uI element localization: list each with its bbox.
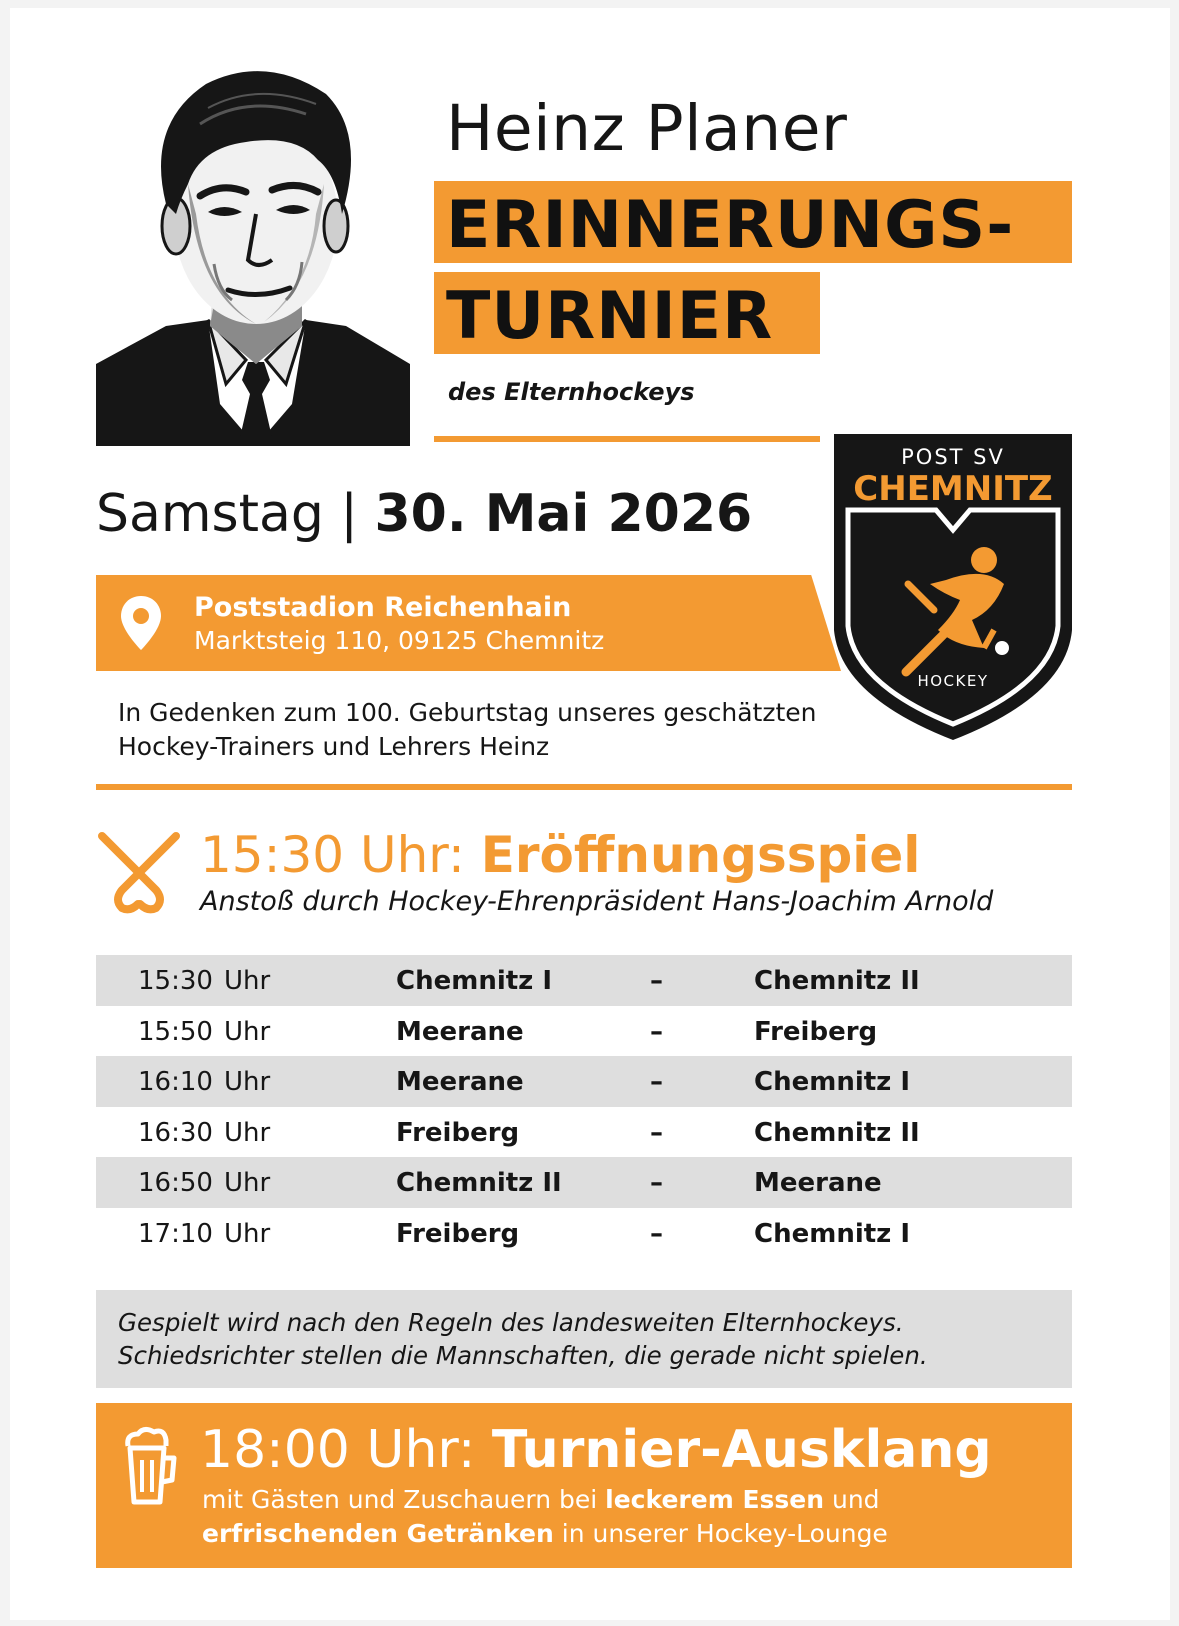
title-line-2: TURNIER — [446, 279, 774, 354]
logo-text-chemnitz: CHEMNITZ — [853, 469, 1053, 509]
match-time: 16:30 — [138, 1117, 213, 1148]
schedule-row — [96, 1107, 1072, 1158]
closing-text-part: mit Gästen und Zuschauern bei — [202, 1485, 606, 1514]
home-team: Chemnitz II — [396, 1168, 562, 1198]
home-team: Meerane — [396, 1016, 524, 1047]
location-bar — [96, 575, 841, 671]
closing-text-highlight: erfrischenden Getränken — [202, 1519, 554, 1548]
opening-subtitle: Anstoß durch Hockey-Ehrenpräsident Hans-Joachim Arnold — [200, 886, 994, 917]
event-weekday: Samstag | — [96, 484, 358, 544]
closing-heading — [200, 1420, 992, 1480]
match-unit: Uhr — [224, 1218, 271, 1249]
schedule-row — [96, 1208, 1072, 1259]
divider-short — [434, 436, 820, 442]
title-line-1: ERINNERUNGS- — [446, 188, 1015, 263]
logo-text-hockey: HOCKEY — [917, 672, 989, 690]
match-unit: Uhr — [224, 1168, 271, 1198]
closing-text-part: in unserer Hockey-Lounge — [553, 1519, 888, 1548]
location-address: Marktsteig 110, 09125 Chemnitz — [194, 626, 605, 655]
club-logo — [834, 434, 1072, 740]
schedule-table — [96, 955, 1072, 1258]
away-team: Meerane — [754, 1168, 882, 1198]
match-unit: Uhr — [224, 1016, 271, 1047]
crossed-hockey-sticks-icon — [96, 832, 182, 916]
match-time: 16:50 — [138, 1168, 213, 1198]
match-separator: – — [650, 966, 663, 996]
away-team: Freiberg — [754, 1016, 878, 1047]
match-time: 16:10 — [138, 1067, 213, 1097]
rules-text — [118, 1306, 928, 1372]
home-team: Freiberg — [396, 1218, 520, 1249]
match-separator: – — [650, 1067, 663, 1097]
schedule-row — [96, 1157, 1072, 1208]
match-separator: – — [650, 1016, 663, 1047]
honoree-name: Heinz Planer — [446, 92, 848, 165]
rules-line-1: Gespielt wird nach den Regeln des landesweiten Elternhockeys. — [118, 1308, 904, 1337]
beer-mug-icon — [120, 1426, 180, 1508]
home-team: Chemnitz I — [396, 966, 553, 996]
closing-text-highlight: leckerem Essen — [605, 1485, 825, 1514]
map-pin-icon — [118, 594, 164, 652]
closing-time: 18:00 Uhr: — [200, 1420, 476, 1480]
portrait-illustration — [96, 64, 410, 446]
opening-time: 15:30 Uhr: — [200, 826, 465, 884]
match-separator: – — [650, 1168, 663, 1198]
title-subtitle: des Elternhockeys — [448, 378, 695, 406]
away-team: Chemnitz I — [754, 1067, 911, 1097]
rules-line-2: Schiedsrichter stellen die Mannschaften, die gerade nicht spielen. — [118, 1341, 928, 1370]
match-unit: Uhr — [224, 1117, 271, 1148]
schedule-row — [96, 955, 1072, 1006]
closing-text-part: und — [824, 1485, 880, 1514]
match-separator: – — [650, 1218, 663, 1249]
away-team: Chemnitz II — [754, 966, 920, 996]
event-date-value: 30. Mai 2026 — [374, 484, 753, 544]
location-name: Poststadion Reichenhain — [194, 592, 572, 623]
home-team: Meerane — [396, 1067, 524, 1097]
home-team: Freiberg — [396, 1117, 520, 1148]
schedule-row — [96, 1056, 1072, 1107]
event-date — [96, 484, 752, 544]
match-separator: – — [650, 1117, 663, 1148]
match-time: 15:50 — [138, 1016, 213, 1047]
match-unit: Uhr — [224, 1067, 271, 1097]
match-unit: Uhr — [224, 966, 271, 996]
closing-title: Turnier-Ausklang — [491, 1420, 992, 1480]
away-team: Chemnitz II — [754, 1117, 920, 1148]
match-time: 15:30 — [138, 966, 213, 996]
closing-text — [202, 1483, 888, 1551]
match-time: 17:10 — [138, 1218, 213, 1249]
opening-heading — [200, 826, 920, 884]
divider-full — [96, 784, 1072, 790]
away-team: Chemnitz I — [754, 1218, 911, 1249]
opening-title: Eröffnungsspiel — [480, 826, 921, 884]
dedication-text: In Gedenken zum 100. Geburtstag unseres geschätzten Hockey-Trainers und Lehrers Heinz — [118, 698, 817, 761]
logo-text-post-sv: POST SV — [901, 445, 1005, 469]
schedule-row — [96, 1006, 1072, 1057]
